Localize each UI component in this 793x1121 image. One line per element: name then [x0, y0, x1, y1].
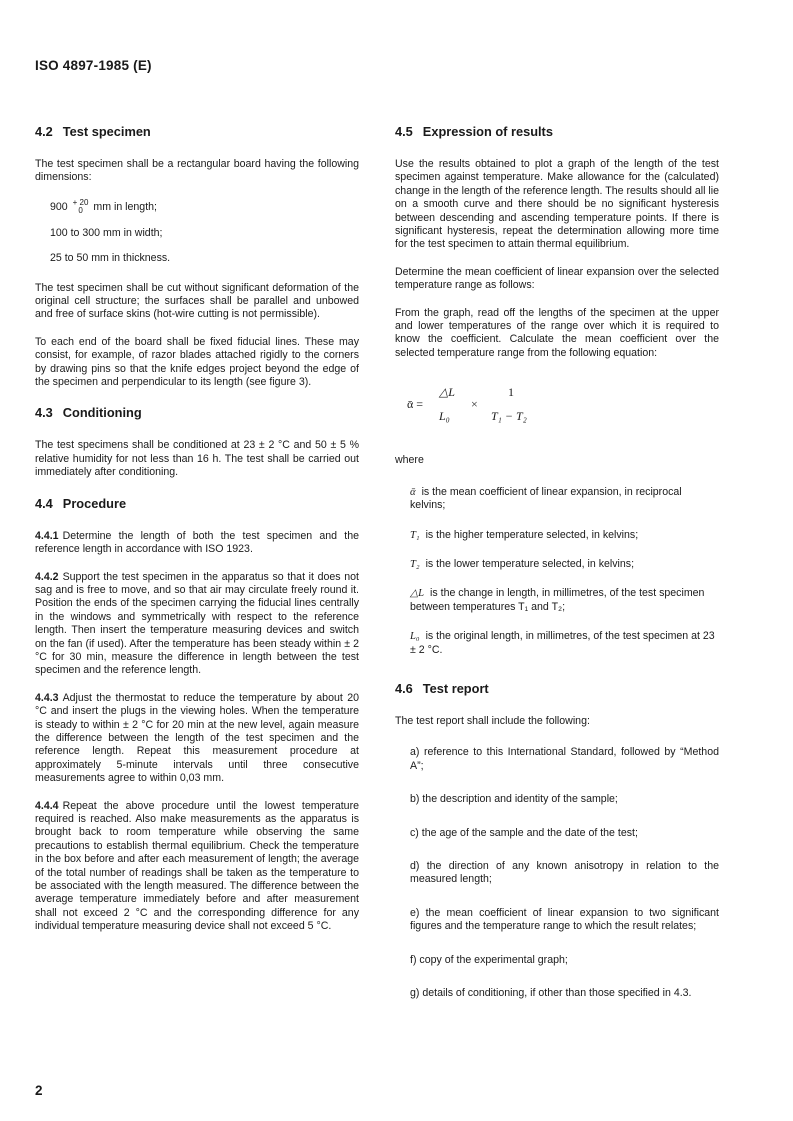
- report-list-item: a) reference to this International Standard, followed by “Method A”;: [410, 746, 719, 772]
- symbol: ᾱ: [410, 486, 416, 498]
- section-4-6-intro: The test report shall include the following:: [395, 714, 590, 727]
- report-list-item: f) copy of the experimental graph;: [410, 953, 568, 966]
- report-list-item: d) the direction of any known anisotropy in relation to the measured length;: [410, 859, 719, 886]
- section-4-2-paragraph-3: To each end of the board shall be fixed fiducial lines. These may consist, for example, of razor blades attached rigidly to the corners by drawing pins so that the knife edges project beyond the edge of the specimen and perpendicular to its length (see figure 3).: [35, 335, 359, 389]
- symbol: △L: [410, 588, 425, 600]
- section-4-3-heading: 4.3 Conditioning: [35, 405, 142, 421]
- section-4-5-heading: 4.5 Expression of results: [395, 124, 553, 139]
- test-report-list: [395, 746, 719, 1000]
- document-header: ISO 4897-1985 (E): [35, 58, 152, 73]
- formula-denominator-1: L₀: [439, 409, 450, 424]
- formula-lhs: ᾱ =: [407, 397, 424, 412]
- dimension-thickness: 25 to 50 mm in thickness.: [50, 252, 171, 265]
- section-4-6-heading: 4.6 Test report: [395, 680, 489, 696]
- definition-text: is the lower temperature selected, in kelvins;: [425, 557, 635, 570]
- definition-text: is the higher temperature selected, in kelvins;: [425, 528, 639, 541]
- section-4-5-paragraph-3: From the graph, read off the lengths of the specimen at the upper and lower temperatures of the range over which it is required to know the coefficient. Calculate the mean coefficient over the selected temperature range from the following equation:: [395, 306, 719, 359]
- left-column: [35, 124, 359, 948]
- formula-numerator-2: 1: [508, 385, 514, 400]
- section-4-2-paragraph-2: The test specimen shall be cut without significant deformation of the original cell structure; the surfaces shall be parallel and unbowed and free of surface skins (hot-wire cutting is not permissible).: [35, 281, 359, 321]
- clause-4-4-2: 4.4.2 Support the test specimen in the apparatus so that it does not sag and is free to move, and so that air may circulate freely round it. Position the ends of the specimen carrying the fiducial lines centrally in the windows and symmetrically with respect to the reference length. Then insert the temperature measuring devices and switch on the fan (if used). After the temperature has been steady within ± 2 °C for 30 min, measure the difference in length between the test specimen and the reference length.: [35, 570, 359, 677]
- dimension-length: 900 + 20 0 mm in length;: [50, 197, 157, 215]
- report-list-item: e) the mean coefficient of linear expansion to two significant figures and the temperature range to which the result relates;: [410, 906, 719, 933]
- symbol-definition: [395, 587, 719, 614]
- section-4-4-heading: 4.4 Procedure: [35, 495, 127, 511]
- definition-text: is the mean coefficient of linear expansion, in reciprocal kelvins;: [410, 485, 682, 512]
- definition-text: is the original length, in millimetres, of the test specimen at 23 ± 2 °C.: [410, 630, 715, 656]
- formula-numerator-1: △L: [439, 385, 455, 400]
- report-list-item: c) the age of the sample and the date of the test;: [410, 826, 638, 839]
- symbol: L₀: [410, 631, 420, 643]
- symbol-definition: [395, 486, 719, 513]
- section-4-2-intro: The test specimen shall be a rectangular board having the following dimensions:: [35, 158, 359, 184]
- page-number: 2: [35, 1083, 43, 1098]
- expansion-formula: [395, 374, 719, 436]
- dimension-width: 100 to 300 mm in width;: [50, 226, 163, 239]
- where-label: where: [395, 454, 424, 467]
- section-4-3-paragraph: The test specimens shall be conditioned at 23 ± 2 °C and 50 ± 5 % relative humidity for not less than 16 h. The test shall be carried out immediately after conditioning.: [35, 439, 359, 479]
- clause-4-4-3: 4.4.3 Adjust the thermostat to reduce the temperature by about 20 °C and insert the plugs in the viewing holes. When the temperature is steady to within ± 2 °C for 20 min at the new level, again measure the difference between the length of the test specimen and the reference length. Repeat this measurement procedure at approximately 5-minute intervals until three consecutive measurements agree to within 0,03 mm.: [35, 691, 359, 785]
- section-4-2-heading: 4.2 Test specimen: [35, 124, 151, 139]
- right-column: [395, 124, 719, 1020]
- symbol: T₂: [410, 558, 420, 570]
- formula-times: ×: [471, 397, 478, 412]
- symbol-definition: [395, 529, 719, 542]
- symbol: T₁: [410, 529, 420, 541]
- symbol-definitions: [395, 486, 719, 657]
- symbol-definition: [395, 558, 719, 571]
- symbol-definition: [395, 630, 719, 657]
- definition-text: is the change in length, in millimetres, of the test specimen between temperatures T₁ and T₂;: [410, 587, 705, 613]
- section-4-5-paragraph-2: Determine the mean coefficient of linear expansion over the selected temperature range as follows:: [395, 265, 719, 292]
- report-list-item: b) the description and identity of the sample;: [410, 793, 618, 806]
- length-tolerance: + 20 0: [72, 197, 89, 215]
- clause-4-4-4: 4.4.4 Repeat the above procedure until the lowest temperature required is reached. Also make measurements as the apparatus is brought back to room temperature while observing the same precautions to establish thermal equilibrium. Check the temperature in the box before and after each measurement of length; the average of the total number of readings shall be taken as the temperature to be associated with the length measured. The difference between the average temperature immediately before and after measurement shall not exceed 2 °C and the corresponding difference for any individual temperature measuring device shall not exceed 5 °C.: [35, 799, 359, 933]
- formula-denominator-2: T₁ − T₂: [491, 409, 527, 424]
- section-4-5-paragraph-1: Use the results obtained to plot a graph of the length of the test specimen against temperature. Make allowance for the (calculated) change in the length of the reference length. The results should all lie on a smooth curve and there should be no significant hysteresis between descending and ascending temperature points. If there is significant hysteresis, repeat the determination allowing more time for the test specimen to attain thermal equilibrium.: [395, 158, 719, 251]
- report-list-item: g) details of conditioning, if other than those specified in 4.3.: [410, 987, 692, 999]
- clause-4-4-1: 4.4.1 Determine the length of both the test specimen and the reference length in accordance with ISO 1923.: [35, 529, 359, 556]
